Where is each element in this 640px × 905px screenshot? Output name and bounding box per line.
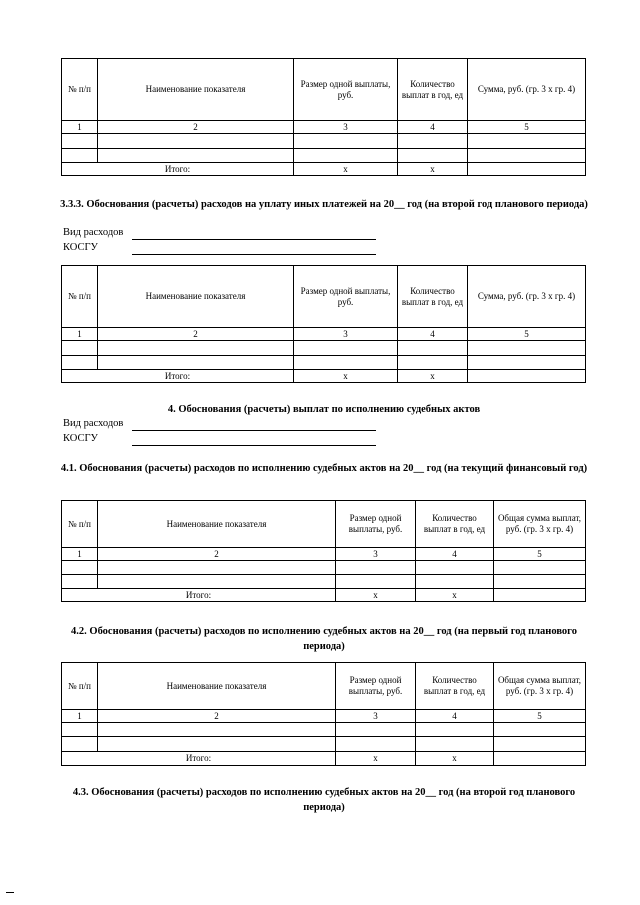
section-title-3-3-3: 3.3.3. Обоснования (расчеты) расходов на уплату иных платежей на 20__ год (на второй год планового периода) [60,199,588,210]
col-number: 4 [416,548,494,561]
table-row [62,341,586,356]
total-label: Итого: [62,752,336,766]
col-number: 3 [294,328,398,341]
header-size: Размер одной выплаты, руб. [336,501,416,548]
section-title-4-2: 4.2. Обоснования (расчеты) расходов по исполнению судебных актов на 20__ год (на первый год планового периода) [71,626,577,652]
table-3 [61,500,586,602]
total-label: Итого: [62,370,294,383]
col-number: 2 [98,121,294,134]
kosgu-line [132,445,376,446]
total-x: x [294,370,398,383]
header-sum: Общая сумма выплат, руб. (гр. 3 x гр. 4) [494,501,586,548]
col-number: 2 [98,710,336,723]
kosgu-label: КОСГУ [63,433,98,444]
col-number: 3 [294,121,398,134]
header-size: Размер одной выплаты, руб. [294,59,398,121]
table-row [62,149,586,163]
col-number: 1 [62,548,98,561]
header-name: Наименование показателя [98,266,294,328]
header-sum: Общая сумма выплат, руб. (гр. 3 x гр. 4) [494,663,586,710]
col-number: 5 [494,710,586,723]
col-number: 1 [62,121,98,134]
kosgu-line [132,254,376,255]
total-x: x [416,752,494,766]
col-number: 1 [62,328,98,341]
header-name: Наименование показателя [98,663,336,710]
col-number: 5 [494,548,586,561]
kosgu-label: КОСГУ [63,242,98,253]
table-row [62,356,586,370]
total-label: Итого: [62,589,336,602]
col-number: 2 [98,548,336,561]
total-x: x [294,163,398,176]
col-number: 5 [468,121,586,134]
table-row [62,575,586,589]
header-sum: Сумма, руб. (гр. 3 x гр. 4) [468,59,586,121]
col-number: 2 [98,328,294,341]
col-number: 4 [398,328,468,341]
header-num: № п/п [62,59,98,121]
total-x: x [416,589,494,602]
total-label: Итого: [62,163,294,176]
vid-raskhodov-label: Вид расходов [63,418,124,429]
header-size: Размер одной выплаты, руб. [336,663,416,710]
header-name: Наименование показателя [98,59,294,121]
header-count: Количество выплат в год, ед [398,59,468,121]
total-x: x [398,163,468,176]
table-2 [61,265,586,383]
total-x: x [398,370,468,383]
table-4 [61,662,586,766]
col-number: 4 [398,121,468,134]
total-x: x [336,589,416,602]
total-x: x [336,752,416,766]
header-num: № п/п [62,266,98,328]
header-name: Наименование показателя [98,501,336,548]
total-row [62,589,586,602]
vid-raskhodov-line [132,430,376,431]
table-row [62,723,586,737]
header-count: Количество выплат в год, ед [398,266,468,328]
header-sum: Сумма, руб. (гр. 3 x гр. 4) [468,266,586,328]
col-number: 1 [62,710,98,723]
header-count: Количество выплат в год, ед [416,501,494,548]
vid-raskhodov-label: Вид расходов [63,227,124,238]
table-row [62,561,586,575]
section-title-4-1: 4.1. Обоснования (расчеты) расходов по исполнению судебных актов на 20__ год (на текущий финансовый год) [60,463,588,474]
table-1 [61,58,586,176]
vid-raskhodov-line [132,239,376,240]
header-count: Количество выплат в год, ед [416,663,494,710]
table-row [62,737,586,752]
section-title-4-3: 4.3. Обоснования (расчеты) расходов по исполнению судебных актов на 20__ год (на второй год планового периода) [72,787,576,813]
header-num: № п/п [62,663,98,710]
total-row [62,163,586,176]
total-row [62,370,586,383]
header-size: Размер одной выплаты, руб. [294,266,398,328]
footer-mark [6,892,14,893]
col-number: 3 [336,548,416,561]
section-title-4: 4. Обоснования (расчеты) выплат по исполнению судебных актов [167,404,481,415]
col-number: 4 [416,710,494,723]
col-number: 5 [468,328,586,341]
col-number: 3 [336,710,416,723]
header-num: № п/п [62,501,98,548]
total-row [62,752,586,766]
table-row [62,134,586,149]
